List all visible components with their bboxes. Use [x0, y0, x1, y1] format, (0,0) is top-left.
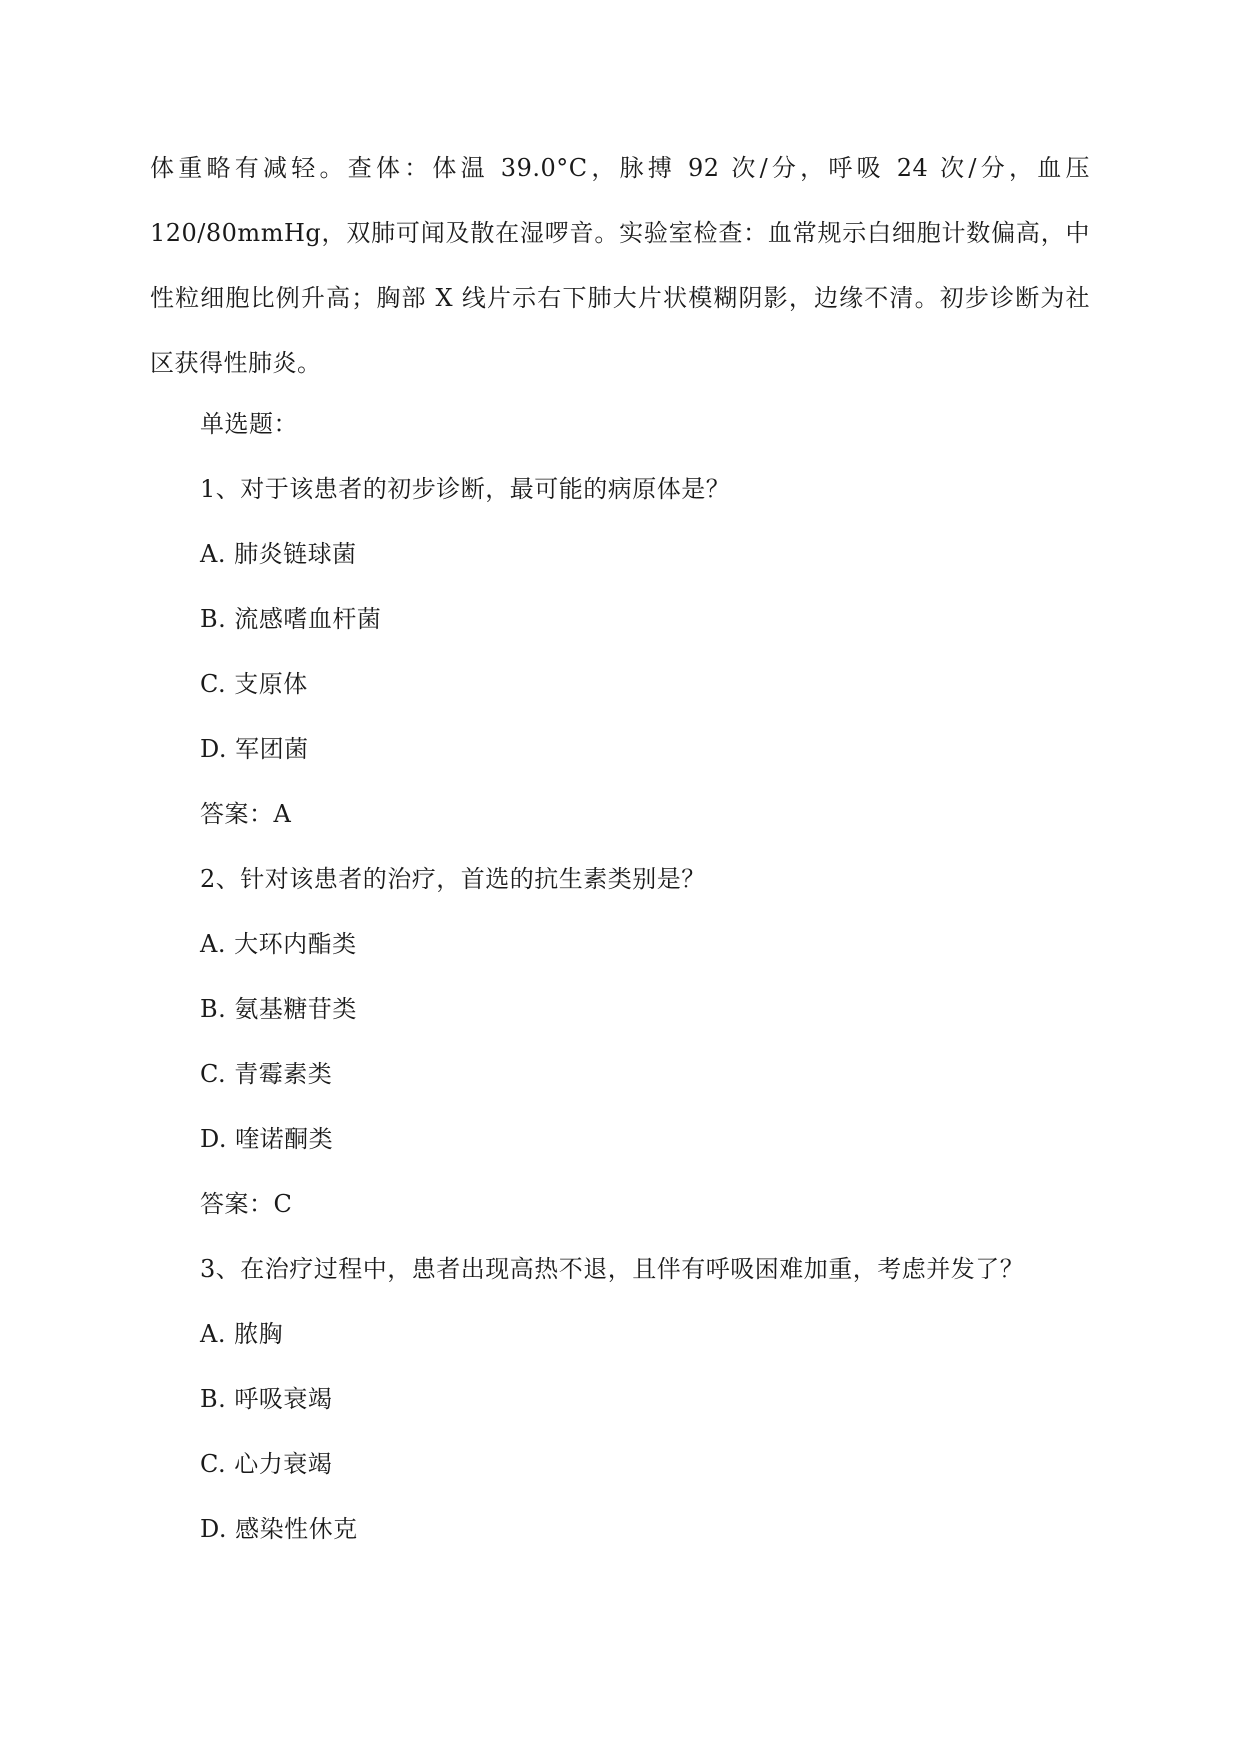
question-2-answer: 答案：C	[200, 1190, 293, 1218]
question-3-stem: 3、在治疗过程中，患者出现高热不退，且伴有呼吸困难加重，考虑并发了？	[200, 1255, 1025, 1283]
question-1-option-c: C. 支原体	[200, 670, 308, 698]
question-2-option-c: C. 青霉素类	[200, 1060, 333, 1088]
question-1-option-d: D. 军团菌	[200, 735, 309, 763]
question-3-option-c: C. 心力衰竭	[200, 1450, 333, 1478]
question-2-option-d: D. 喹诺酮类	[200, 1125, 334, 1153]
question-3-option-d: D. 感染性休克	[200, 1515, 358, 1543]
question-1-answer: 答案：A	[200, 800, 292, 828]
question-1-option-b: B. 流感嗜血杆菌	[200, 605, 382, 633]
question-2-stem: 2、针对该患者的治疗，首选的抗生素类别是？	[200, 865, 706, 893]
question-3-option-a: A. 脓胸	[200, 1320, 284, 1348]
question-2-option-a: A. 大环内酯类	[200, 930, 357, 958]
question-3-option-b: B. 呼吸衰竭	[200, 1385, 333, 1413]
question-1-option-a: A. 肺炎链球菌	[200, 540, 357, 568]
section-label: 单选题：	[200, 410, 298, 438]
question-2-option-b: B. 氨基糖苷类	[200, 995, 357, 1023]
question-1-stem: 1、对于该患者的初步诊断，最可能的病原体是？	[200, 475, 731, 503]
case-description: 体重略有减轻。查体：体温 39.0°C，脉搏 92 次/分，呼吸 24 次/分，血压 120/80mmHg，双肺可闻及散在湿啰音。实验室检查：血常规示白细胞计数偏高，中性粒细胞比例升高；胸部 X 线片示右下肺大片状模糊阴影，边缘不清。初步诊断为社区获得性肺炎。	[150, 154, 1090, 377]
